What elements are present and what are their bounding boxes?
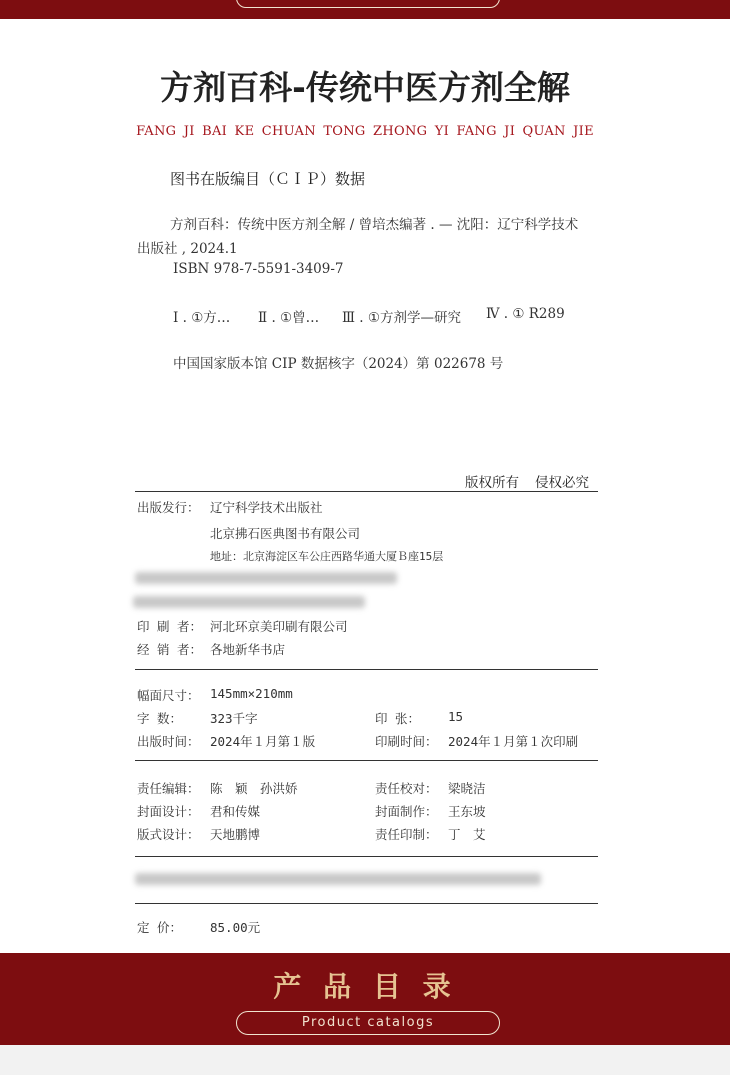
cip-isbn: ISBN 978-7-5591-3409-7 xyxy=(173,261,344,277)
distributor-value: 各地新华书店 xyxy=(210,642,286,657)
catalog-banner xyxy=(0,953,730,1045)
divider xyxy=(135,760,598,761)
word-count-label: 字 数： xyxy=(137,711,183,726)
publisher-name: 辽宁科学技术出版社 xyxy=(210,500,323,515)
printer-value: 河北环京美印刷有限公司 xyxy=(210,619,348,634)
size-label: 幅面尺寸： xyxy=(137,688,200,703)
redacted-contact-2 xyxy=(133,596,365,608)
price-label: 定 价： xyxy=(137,920,183,935)
editor-value: 陈 颖 孙洪娇 xyxy=(210,781,298,796)
cip-line-2: 出版社 , 2024.1 xyxy=(137,241,238,257)
print-supervisor-label: 责任印制： xyxy=(375,827,438,842)
top-banner-pill xyxy=(236,0,500,8)
cip-class-2: Ⅱ . ①曾… xyxy=(258,310,320,326)
divider xyxy=(135,856,598,857)
publish-date-label: 出版时间： xyxy=(137,734,200,749)
cip-heading: 图书在版编目（ＣＩＰ）数据 xyxy=(170,170,366,188)
size-value: 145mm×210mm xyxy=(210,686,293,701)
page-footer-strip xyxy=(0,1045,730,1075)
sheets-label: 印 张： xyxy=(375,711,421,726)
layout-design-value: 天地鹏博 xyxy=(210,827,261,842)
proofreader-label: 责任校对： xyxy=(375,781,438,796)
cover-production-value: 王东坡 xyxy=(448,804,486,819)
book-title: 方剂百科-传统中医方剂全解 xyxy=(160,68,570,107)
book-title-pinyin: FANG JI BAI KE CHUAN TONG ZHONG YI FANG JI QUAN JIE xyxy=(136,124,594,139)
layout-design-label: 版式设计： xyxy=(137,827,200,842)
catalog-subheading: Product catalogs xyxy=(236,1011,500,1035)
editor-label: 责任编辑： xyxy=(137,781,200,796)
piracy-notice: 侵权必究 xyxy=(535,475,589,491)
redacted-contact-1 xyxy=(135,572,397,584)
redacted-notice xyxy=(135,873,541,885)
distributor-label: 经 销 者： xyxy=(137,642,203,657)
proofreader-value: 梁晓洁 xyxy=(448,781,486,796)
divider xyxy=(135,491,598,492)
publisher-partner: 北京拂石医典图书有限公司 xyxy=(210,526,361,541)
cover-production-label: 封面制作： xyxy=(375,804,438,819)
cip-class-1: Ⅰ . ①方… xyxy=(173,310,231,326)
cip-record-number: 中国国家版本馆 CIP 数据核字（2024）第 022678 号 xyxy=(173,356,504,372)
all-rights-reserved: 版权所有 xyxy=(465,475,519,491)
sheets-value: 15 xyxy=(448,709,464,724)
publish-date-value: 2024年１月第１版 xyxy=(210,734,316,749)
rights-statement xyxy=(465,471,605,491)
cover-design-label: 封面设计： xyxy=(137,804,200,819)
cover-design-value: 君和传媒 xyxy=(210,804,261,819)
cip-class-4: Ⅳ . ① R289 xyxy=(486,306,565,322)
print-date-value: 2024年１月第１次印刷 xyxy=(448,734,579,749)
print-supervisor-value: 丁 艾 xyxy=(448,827,486,842)
word-count-value: 323千字 xyxy=(210,711,258,726)
price-value: 85.00元 xyxy=(210,920,261,935)
publisher-label: 出版发行： xyxy=(137,500,200,515)
divider xyxy=(135,903,598,904)
printer-label: 印 刷 者： xyxy=(137,619,203,634)
cip-line-1: 方剂百科：传统中医方剂全解 / 曾培杰编著 . — 沈阳：辽宁科学技术 xyxy=(170,217,579,233)
divider xyxy=(135,669,598,670)
publisher-address: 地址：北京海淀区车公庄西路华通大厦Ｂ座15层 xyxy=(210,550,444,563)
top-banner xyxy=(0,0,730,19)
catalog-heading: 产 品 目 录 xyxy=(273,970,457,1003)
cip-class-3: Ⅲ . ①方剂学—研究 xyxy=(342,310,461,326)
print-date-label: 印刷时间： xyxy=(375,734,438,749)
